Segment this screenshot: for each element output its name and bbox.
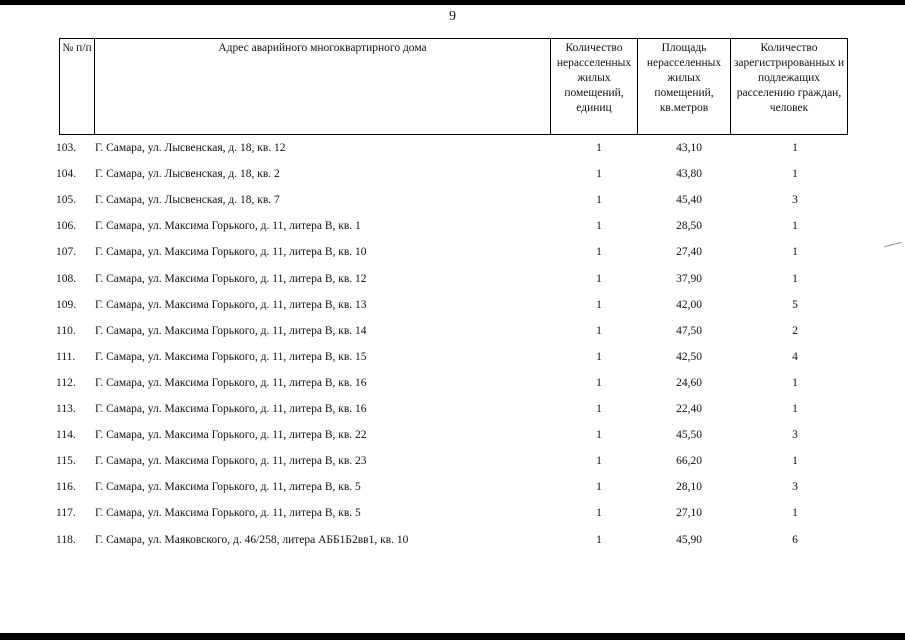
row-people: 1: [792, 507, 798, 520]
row-people: 1: [792, 246, 798, 259]
row-area: 28,10: [676, 481, 702, 494]
row-number: 118.: [56, 533, 76, 546]
row-quantity: 1: [596, 168, 602, 181]
row-number: 112.: [56, 376, 76, 389]
row-area: 47,50: [676, 324, 702, 337]
row-area: 37,90: [676, 272, 702, 285]
table-row: [0, 477, 905, 497]
row-number: 117.: [56, 507, 76, 520]
table-row: [0, 190, 905, 210]
row-quantity: 1: [596, 350, 602, 363]
row-address: Г. Самара, ул. Лысвенская, д. 18, кв. 12: [95, 142, 286, 154]
table-row: [0, 425, 905, 445]
row-address: Г. Самара, ул. Максима Горького, д. 11, литера В, кв. 15: [95, 350, 367, 363]
table-row: [0, 216, 905, 236]
table-row: [0, 242, 905, 262]
row-area: 43,80: [676, 168, 702, 181]
row-number: 113.: [56, 403, 76, 415]
row-quantity: 1: [596, 272, 602, 285]
row-number: 104.: [56, 168, 77, 181]
row-quantity: 1: [596, 220, 602, 233]
row-number: 108.: [56, 272, 77, 285]
row-people: 1: [792, 220, 798, 233]
bottom-border: [0, 633, 905, 640]
row-address: Г. Самара, ул. Максима Горького, д. 11, литера В, кв. 5: [95, 507, 361, 520]
row-quantity: 1: [596, 376, 602, 389]
row-quantity: 1: [596, 403, 602, 415]
row-address: Г. Самара, ул. Максима Горького, д. 11, литера В, кв. 12: [95, 272, 367, 285]
table-row: [0, 530, 905, 550]
table-row: [0, 295, 905, 315]
row-area: 42,50: [676, 350, 702, 363]
row-area: 28,50: [676, 220, 702, 233]
row-address: Г. Самара, ул. Максима Горького, д. 11, литера В, кв. 14: [95, 324, 367, 337]
row-people: 1: [792, 376, 798, 389]
row-area: 22,40: [676, 403, 702, 415]
row-people: 3: [792, 481, 798, 494]
row-number: 109.: [56, 298, 77, 311]
row-quantity: 1: [596, 298, 602, 311]
header-number: № п/п: [60, 39, 95, 135]
row-number: 111.: [56, 350, 76, 363]
row-number: 114.: [56, 429, 76, 442]
row-address: Г. Самара, ул. Максима Горького, д. 11, литера В, кв. 16: [95, 403, 367, 415]
row-address: Г. Самара, ул. Маяковского, д. 46/258, литера АББ1Б2вв1, кв. 10: [95, 533, 409, 546]
page-number: 9: [449, 9, 456, 24]
row-people: 3: [792, 194, 798, 207]
row-number: 105.: [56, 194, 77, 207]
row-address: Г. Самара, ул. Максима Горького, д. 11, литера В, кв. 23: [95, 455, 367, 468]
row-number: 103.: [56, 142, 77, 154]
row-area: 42,00: [676, 298, 702, 311]
row-people: 2: [792, 324, 798, 337]
row-people: 1: [792, 403, 798, 415]
row-area: 27,40: [676, 246, 702, 259]
row-people: 1: [792, 455, 798, 468]
row-people: 3: [792, 429, 798, 442]
row-people: 1: [792, 272, 798, 285]
row-people: 5: [792, 298, 798, 311]
row-number: 115.: [56, 455, 76, 468]
row-people: 6: [792, 533, 798, 546]
row-quantity: 1: [596, 507, 602, 520]
table-row: [0, 269, 905, 289]
table-row: [0, 138, 905, 158]
row-quantity: 1: [596, 142, 602, 154]
row-people: 4: [792, 350, 798, 363]
row-number: 116.: [56, 481, 76, 494]
row-address: Г. Самара, ул. Лысвенская, д. 18, кв. 2: [95, 168, 280, 181]
table-row: [0, 373, 905, 393]
row-number: 106.: [56, 220, 77, 233]
top-border: [0, 0, 905, 5]
row-area: 24,60: [676, 376, 702, 389]
table-row: [0, 321, 905, 341]
row-quantity: 1: [596, 455, 602, 468]
row-area: 45,90: [676, 533, 702, 546]
header-area: Площадь нерасселенных жилых помещений, кв.метров: [638, 39, 731, 135]
table-row: [0, 164, 905, 184]
row-address: Г. Самара, ул. Максима Горького, д. 11, литера В, кв. 10: [95, 246, 367, 259]
header-quantity: Количество нерасселенных жилых помещений, единиц: [551, 39, 638, 135]
row-number: 107.: [56, 246, 77, 259]
row-address: Г. Самара, ул. Максима Горького, д. 11, литера В, кв. 16: [95, 376, 367, 389]
row-people: 1: [792, 168, 798, 181]
row-people: 1: [792, 142, 798, 154]
row-area: 45,50: [676, 429, 702, 442]
row-address: Г. Самара, ул. Максима Горького, д. 11, литера В, кв. 13: [95, 298, 367, 311]
row-quantity: 1: [596, 481, 602, 494]
row-address: Г. Самара, ул. Максима Горького, д. 11, литера В, кв. 22: [95, 429, 367, 442]
header-row: [60, 39, 848, 135]
row-area: 27,10: [676, 507, 702, 520]
table-row: [0, 451, 905, 471]
row-area: 66,20: [676, 455, 702, 468]
row-address: Г. Самара, ул. Максима Горького, д. 11, литера В, кв. 5: [95, 481, 361, 494]
row-area: 45,40: [676, 194, 702, 207]
row-area: 43,10: [676, 142, 702, 154]
header-people: Количество зарегистрированных и подлежащих расселению граждан, человек: [731, 39, 848, 135]
table-row: [0, 347, 905, 367]
row-quantity: 1: [596, 246, 602, 259]
table-row: [0, 399, 905, 419]
row-address: Г. Самара, ул. Максима Горького, д. 11, литера В, кв. 1: [95, 220, 361, 233]
row-quantity: 1: [596, 324, 602, 337]
table-header: [59, 38, 848, 135]
row-number: 110.: [56, 324, 76, 337]
table-row: [0, 503, 905, 523]
row-quantity: 1: [596, 194, 602, 207]
row-quantity: 1: [596, 429, 602, 442]
row-address: Г. Самара, ул. Лысвенская, д. 18, кв. 7: [95, 194, 280, 207]
row-quantity: 1: [596, 533, 602, 546]
header-address: Адрес аварийного многоквартирного дома: [95, 39, 551, 135]
